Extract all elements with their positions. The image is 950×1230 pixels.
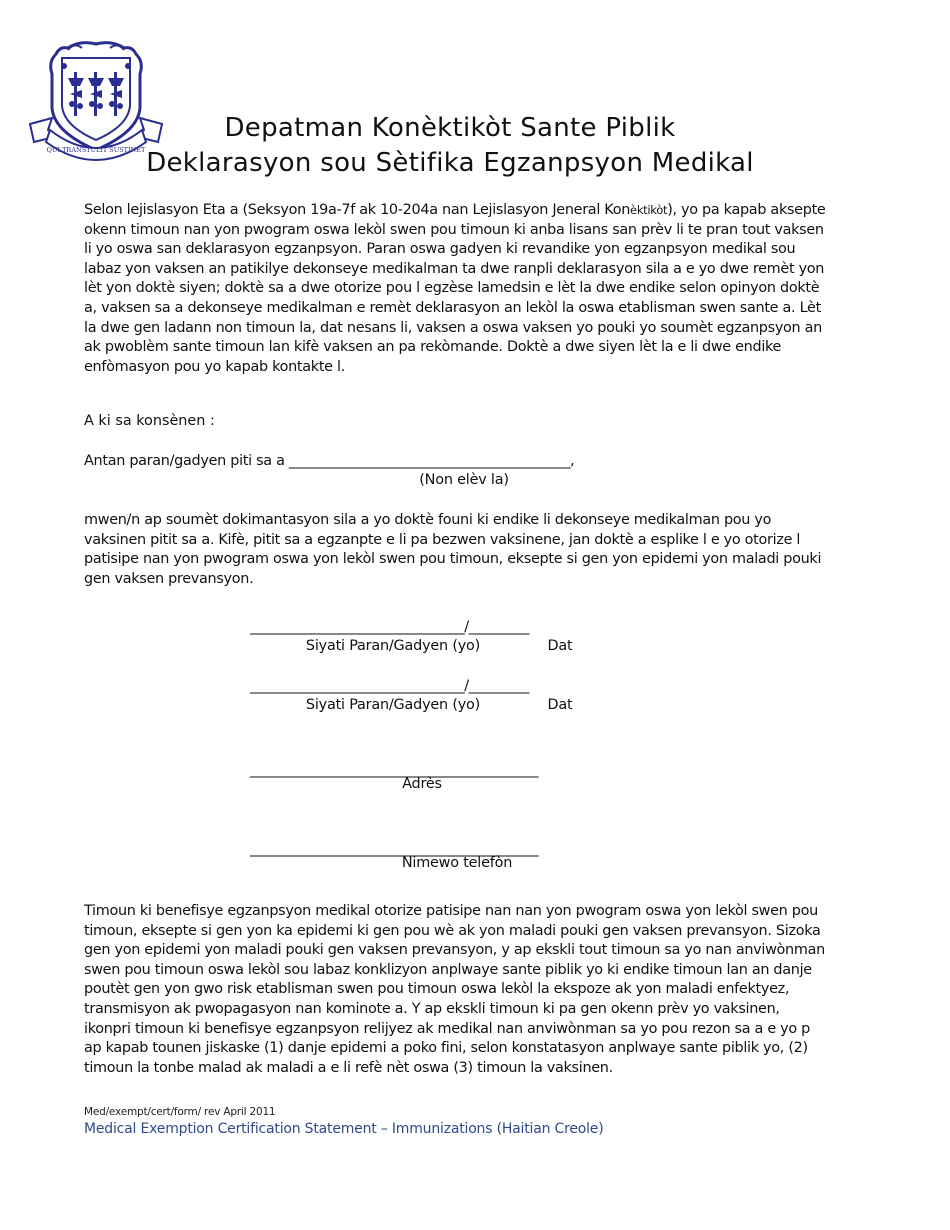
parent-label: Antan paran/gadyen piti sa a	[84, 453, 285, 469]
signature-caption-2: Siyati Paran/Gadyen (yo)	[305, 697, 481, 713]
address-caption: Adrès	[402, 776, 442, 792]
form-english-title: Medical Exemption Certification Statement – Immunizations (Haitian Creole)	[84, 1121, 604, 1137]
intro-paragraph: Selon lejislasyon Eta a (Seksyon 19a-7f ak 10-204a nan Lejislasyon Jeneral Konèktikòt), yo pa kapab aksepte okenn timoun nan yon pwogram oswa lekòl swen pou timoun ki anba lisans san prèv li te pran tout vaksen li yo oswa san deklarasyon egzanpsyon. Paran oswa gadyen ki revandike yon egzanpsyon medikal sou labaz yon vaksen an patikilye dekonseye medikalman ta dwe ranpli deklarasyon sila a e yo dwe remèt yon lèt yon doktè siyen; doktè sa a dwe otorize pou l egzèse lamedsin e lèt la dwe endike selon opinyon doktè a, vaksen sa a dekonseye medikalman e remèt deklarasyon an lekòl la oswa etablisman swen sante a. Lèt la dwe gen ladann non timoun la, dat nesans li, vaksen a oswa vaksen yo pouki yo soumèt egzanpsyon an ak pwoblèm sante timoun lan kifè vaksen an pa rekòmande. Doktè a dwe siyen lèt la e li dwe endike enfòmasyon pou yo kapab kontakte l.	[84, 202, 826, 375]
phone-caption: Nimewo telefòn	[401, 855, 513, 871]
date-caption-1: Dat	[547, 638, 573, 654]
closing-paragraph: Timoun ki benefisye egzanpsyon medikal otorize patisipe nan nan yon pwogram oswa yon lekòl swen pou timoun, eksepte si gen yon ka epidemi ki gen pou wè ak yon maladi pouki gen vaksen prevansyon. Sizoka gen yon epidemi yon maladi pouki gen vaksen prevansyon, y ap ekskli tout timoun sa yo nan anviwònman swen pou timoun oswa lekòl sou labaz konklizyon anplwaye sante piblik yo ki endike timoun lan an danje poutèt gen yon gwo risk etablisman swen pou timoun oswa lekòl la ekspoze ak yon maladi enfektyez, transmisyon ak pwopagasyon nan kominote a. Y ap ekskli timoun ki pa gen okenn prèv yo vaksinen, ikonpri timoun ki benefisye egzanpsyon relijyez ak medikal nan anviwònman sa yo pou rezon sa a e yo p ap kapab tounen jiskaske (1) danje epidemi a poko fini, selon konstatasyon anplwaye sante piblik yo, (2) timoun la tonbe malad ak maladi a e li refè nèt oswa (3) timoun la vaksinen.	[84, 903, 825, 1076]
student-name-field[interactable]: __________________________________________,	[288, 453, 575, 469]
address-field[interactable]: ___________________________________________	[250, 762, 538, 778]
seal-motto: QUI TRANSTULIT SUSTINET	[46, 146, 146, 154]
parent-statement-paragraph: mwen/n ap soumèt dokimantasyon sila a yo doktè founi ki endike li dekonseye medikalman pou yo vaksinen pitit sa a. Kifè, pitit sa a egzanpte e li pa bezwen vaksinene, jan doktè a esplike l e yo otorize l patisipe nan yon pwogram oswa yon lekòl swen pou timoun, eksepte si gen yon epidemi yon maladi pouki gen vaksen prevansyon.	[84, 512, 822, 587]
date-caption-2: Dat	[547, 697, 573, 713]
parent-statement-line	[84, 453, 574, 469]
signature-caption-1: Siyati Paran/Gadyen (yo)	[305, 638, 481, 654]
document-subtitle: Deklarasyon sou Sètifika Egzanpsyon Medikal	[146, 148, 754, 178]
form-revision-code: Med/exempt/cert/form/ rev April 2011	[84, 1106, 276, 1118]
document-title: Depatman Konèktikòt Sante Piblik	[224, 113, 676, 143]
student-name-caption: (Non elèv la)	[419, 472, 509, 488]
signature-date-field-1[interactable]: ________________________________/_________	[250, 619, 529, 635]
phone-field[interactable]: ___________________________________________	[250, 841, 538, 857]
signature-date-field-2[interactable]: ________________________________/_________	[250, 678, 529, 694]
concern-label: A ki sa konsènen :	[84, 413, 215, 429]
